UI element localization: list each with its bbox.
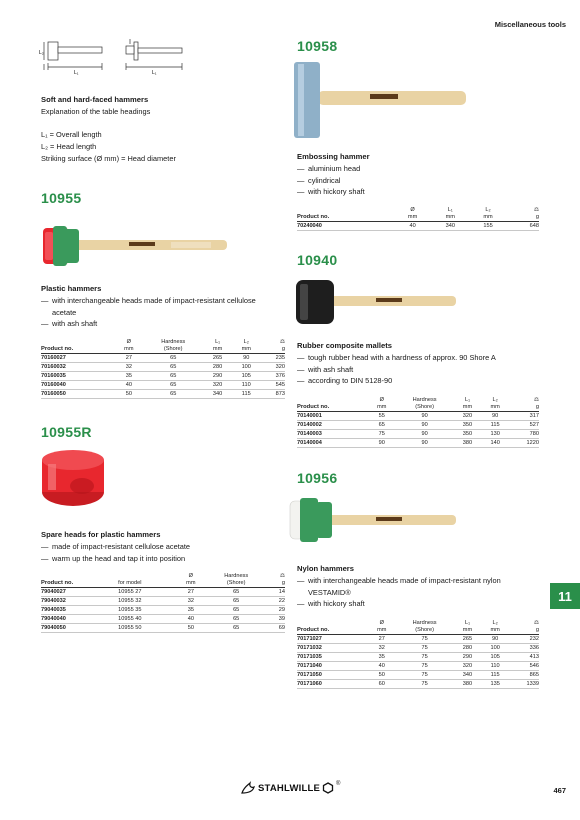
table-cell: 10955 40	[116, 615, 176, 624]
col-weight: ⚖ g	[267, 573, 285, 588]
col-hardness: Hardness (Shore)	[205, 573, 266, 588]
col-weight: ⚖ g	[261, 339, 285, 354]
scale-icon: ⚖	[533, 207, 539, 213]
table-cell: 340	[203, 390, 232, 399]
embossing-hammer-title: Embossing hammer	[297, 152, 370, 161]
table-row	[297, 680, 539, 689]
table-cell: 10955 35	[116, 606, 176, 615]
spare-heads-features	[41, 541, 281, 564]
table-cell: 115	[232, 390, 261, 399]
table-cell: 317	[509, 412, 539, 421]
feature-item: — with interchangeable heads made of impact-resistant cellulose acetate	[41, 295, 281, 318]
table-cell: 69	[267, 624, 285, 633]
product-number-cell: 70160050	[41, 390, 115, 399]
table-cell: 40	[176, 615, 205, 624]
hexagon-icon	[322, 782, 334, 794]
table-cell: 290	[203, 372, 232, 381]
table-cell: 55	[368, 412, 396, 421]
col-weight: ⚖ g	[509, 620, 539, 635]
table-row	[297, 653, 539, 662]
feature-item: — cylindrical	[297, 175, 537, 187]
dimension-diagram	[38, 38, 188, 80]
table-row	[297, 644, 539, 653]
product-number-cell: 79040032	[41, 597, 116, 606]
table-cell: 60	[368, 680, 396, 689]
table-cell: 90	[396, 412, 454, 421]
col-l1: L₁ mm	[454, 620, 482, 635]
table-cell: 10955 32	[116, 597, 176, 606]
table-cell: 110	[481, 662, 509, 671]
table-cell: 336	[509, 644, 539, 653]
table-cell: 100	[481, 644, 509, 653]
table-cell: 105	[481, 653, 509, 662]
registered-mark: ®	[336, 781, 341, 787]
table-row	[297, 635, 539, 644]
table-row	[41, 624, 285, 633]
product-number-cell: 70160032	[41, 363, 115, 372]
spare-heads-image	[38, 448, 108, 512]
embossing-hammer-table	[297, 207, 539, 231]
legend-line-3: Striking surface (Ø mm) = Head diameter	[41, 154, 176, 163]
table-cell: 75	[396, 662, 454, 671]
embossing-hammer-image	[290, 62, 470, 140]
table-cell: 280	[203, 363, 232, 372]
table-row	[297, 671, 539, 680]
product-number-cell: 70171050	[297, 671, 368, 680]
table-cell: 75	[396, 653, 454, 662]
section-title: Miscellaneous tools	[494, 20, 566, 29]
table-cell: 90	[396, 421, 454, 430]
page-number: 467	[553, 786, 566, 795]
table-cell: 35	[368, 653, 396, 662]
feature-item: — with ash shaft	[297, 364, 547, 376]
product-code-10958: 10958	[297, 38, 338, 54]
table-cell: 873	[261, 390, 285, 399]
scale-icon: ⚖	[533, 397, 539, 403]
table-row	[41, 390, 285, 399]
product-number-cell: 70160035	[41, 372, 115, 381]
table-cell: 10955 50	[116, 624, 176, 633]
table-cell: 50	[368, 671, 396, 680]
table-cell: 155	[469, 222, 507, 231]
table-cell: 90	[232, 354, 261, 363]
table-cell: 140	[481, 439, 509, 448]
table-cell: 32	[176, 597, 205, 606]
table-cell: 376	[261, 372, 285, 381]
product-number-cell: 79040050	[41, 624, 116, 633]
table-cell: 265	[454, 635, 482, 644]
plastic-hammers-features	[41, 295, 281, 330]
legend-line-2: L₂ = Head length	[41, 142, 97, 151]
table-cell: 380	[454, 439, 482, 448]
col-hardness: Hardness (Shore)	[396, 397, 454, 412]
product-number-cell: 70160027	[41, 354, 115, 363]
table-cell: 65	[368, 421, 396, 430]
col-product-no: Product no.	[41, 573, 116, 588]
swan-icon	[240, 781, 256, 795]
table-cell: 105	[232, 372, 261, 381]
table-cell: 75	[396, 644, 454, 653]
table-cell: 320	[261, 363, 285, 372]
table-cell: 265	[203, 354, 232, 363]
table-cell: 32	[115, 363, 144, 372]
table-cell: 320	[454, 412, 482, 421]
table-cell: 90	[396, 439, 454, 448]
table-cell: 40	[368, 662, 396, 671]
table-row	[297, 412, 539, 421]
table-cell: 75	[396, 671, 454, 680]
table-cell: 65	[205, 606, 266, 615]
table-cell: 320	[454, 662, 482, 671]
table-row	[297, 430, 539, 439]
col-l2: L₂ mm	[481, 620, 509, 635]
table-cell: 1220	[509, 439, 539, 448]
feature-item: — with ash shaft	[41, 318, 281, 330]
product-number-cell: 79040040	[41, 615, 116, 624]
table-cell: 340	[454, 671, 482, 680]
table-cell: 380	[454, 680, 482, 689]
table-row	[41, 588, 285, 597]
table-cell: 546	[509, 662, 539, 671]
col-diameter: Ø mm	[115, 339, 144, 354]
product-number-cell: 70171032	[297, 644, 368, 653]
col-weight: ⚖ g	[509, 397, 539, 412]
table-cell: 90	[396, 430, 454, 439]
col-l2: L₂ mm	[232, 339, 261, 354]
table-row	[297, 439, 539, 448]
scale-icon: ⚖	[279, 573, 285, 579]
feature-item: — made of impact-resistant cellulose acetate	[41, 541, 281, 553]
plastic-hammer-image	[41, 226, 231, 270]
product-code-10956: 10956	[297, 470, 338, 486]
spare-heads-table	[41, 573, 285, 633]
table-row	[297, 421, 539, 430]
product-code-10955: 10955	[41, 190, 82, 206]
plastic-hammers-table	[41, 339, 285, 399]
diagram-l1-label: L₁	[74, 70, 79, 76]
plastic-hammers-title: Plastic hammers	[41, 284, 102, 293]
table-cell: 14	[267, 588, 285, 597]
table-cell: 27	[176, 588, 205, 597]
product-number-cell: 70171040	[297, 662, 368, 671]
product-code-10955r: 10955R	[41, 424, 92, 440]
table-cell: 340	[431, 222, 469, 231]
product-code-10940: 10940	[297, 252, 338, 268]
table-cell: 35	[176, 606, 205, 615]
table-cell: 65	[143, 390, 203, 399]
table-cell: 320	[203, 381, 232, 390]
table-cell: 232	[509, 635, 539, 644]
table-cell: 27	[115, 354, 144, 363]
rubber-mallets-table	[297, 397, 539, 448]
table-cell: 350	[454, 430, 482, 439]
table-cell: 39	[267, 615, 285, 624]
table-cell: 27	[368, 635, 396, 644]
table-cell: 65	[143, 354, 203, 363]
diagram-l1-label-2: L₁	[152, 70, 157, 76]
product-number-cell: 70140001	[297, 412, 368, 421]
table-cell: 130	[481, 430, 509, 439]
table-row	[41, 597, 285, 606]
table-cell: 65	[143, 381, 203, 390]
chapter-tab[interactable]: 11	[550, 583, 580, 609]
col-product-no: Product no.	[297, 620, 368, 635]
feature-item: — with hickory shaft	[297, 186, 537, 198]
table-cell: 50	[115, 390, 144, 399]
col-diameter: Ø mm	[368, 620, 396, 635]
diagram-l2-label: L₂	[39, 50, 44, 56]
col-l1: L₁ mm	[454, 397, 482, 412]
product-number-cell: 79040035	[41, 606, 116, 615]
legend-line-1: L₁ = Overall length	[41, 130, 102, 139]
nylon-hammer-image	[288, 498, 460, 542]
table-row	[41, 354, 285, 363]
rubber-mallet-image	[294, 278, 460, 326]
table-cell: 135	[481, 680, 509, 689]
product-number-cell: 79040027	[41, 588, 116, 597]
table-cell: 780	[509, 430, 539, 439]
table-cell: 115	[481, 671, 509, 680]
col-diameter: Ø mm	[176, 573, 205, 588]
col-product-no: Product no.	[297, 207, 394, 222]
nylon-hammers-features	[297, 575, 537, 610]
table-row	[41, 372, 285, 381]
brand-name: STAHLWILLE	[258, 782, 320, 794]
table-row	[297, 222, 539, 231]
table-cell: 32	[368, 644, 396, 653]
col-l2: L₂ mm	[469, 207, 507, 222]
table-cell: 280	[454, 644, 482, 653]
feature-item: — tough rubber head with a hardness of approx. 90 Shore A	[297, 352, 547, 364]
product-number-cell: 70140003	[297, 430, 368, 439]
table-cell: 648	[507, 222, 539, 231]
table-cell: 75	[396, 635, 454, 644]
table-cell: 545	[261, 381, 285, 390]
table-cell: 90	[368, 439, 396, 448]
table-cell: 65	[143, 372, 203, 381]
table-cell: 40	[115, 381, 144, 390]
table-cell: 75	[368, 430, 396, 439]
table-cell: 35	[115, 372, 144, 381]
embossing-hammer-features	[297, 163, 537, 198]
table-cell: 110	[232, 381, 261, 390]
feature-item: — warm up the head and tap it into position	[41, 553, 281, 565]
table-row	[41, 606, 285, 615]
table-cell: 527	[509, 421, 539, 430]
scale-icon: ⚖	[533, 620, 539, 626]
table-cell: 65	[205, 624, 266, 633]
table-cell: 100	[232, 363, 261, 372]
legend-title: Soft and hard-faced hammers	[41, 95, 149, 104]
table-cell: 50	[176, 624, 205, 633]
product-number-cell: 70140004	[297, 439, 368, 448]
brand-logo	[240, 781, 340, 795]
table-cell: 235	[261, 354, 285, 363]
feature-item: — according to DIN 5128-90	[297, 375, 547, 387]
product-number-cell: 70160040	[41, 381, 115, 390]
table-cell: 90	[481, 412, 509, 421]
table-cell: 10955 27	[116, 588, 176, 597]
col-diameter: Ø mm	[394, 207, 432, 222]
col-product-no: Product no.	[41, 339, 115, 354]
col-l1: L₁ mm	[203, 339, 232, 354]
table-cell: 90	[481, 635, 509, 644]
col-l2: L₂ mm	[481, 397, 509, 412]
table-cell: 65	[143, 363, 203, 372]
rubber-mallets-title: Rubber composite mallets	[297, 341, 392, 350]
table-cell: 65	[205, 597, 266, 606]
product-number-cell: 70171035	[297, 653, 368, 662]
table-cell: 350	[454, 421, 482, 430]
table-cell: 65	[205, 615, 266, 624]
col-l1: L₁ mm	[431, 207, 469, 222]
nylon-hammers-title: Nylon hammers	[297, 564, 354, 573]
product-number-cell: 70140002	[297, 421, 368, 430]
col-weight: ⚖ g	[507, 207, 539, 222]
table-row	[41, 363, 285, 372]
table-cell: 22	[267, 597, 285, 606]
scale-icon: ⚖	[279, 339, 285, 345]
product-number-cell: 70171060	[297, 680, 368, 689]
table-cell: 40	[394, 222, 432, 231]
table-cell: 75	[396, 680, 454, 689]
table-cell: 65	[205, 588, 266, 597]
table-row	[41, 615, 285, 624]
col-hardness: Hardness (Shore)	[143, 339, 203, 354]
col-model: for model	[116, 573, 176, 588]
table-cell: 865	[509, 671, 539, 680]
table-cell: 413	[509, 653, 539, 662]
table-cell: 290	[454, 653, 482, 662]
col-product-no: Product no.	[297, 397, 368, 412]
col-diameter: Ø mm	[368, 397, 396, 412]
table-row	[41, 381, 285, 390]
col-hardness: Hardness (Shore)	[396, 620, 454, 635]
table-cell: 115	[481, 421, 509, 430]
table-cell: 29	[267, 606, 285, 615]
spare-heads-title: Spare heads for plastic hammers	[41, 530, 161, 539]
feature-item: — aluminium head	[297, 163, 537, 175]
feature-item: — with hickory shaft	[297, 598, 537, 610]
table-cell: 1339	[509, 680, 539, 689]
legend-subtitle: Explanation of the table headings	[41, 107, 151, 116]
feature-item: — with interchangeable heads made of impact-resistant nylon VESTAMID®	[297, 575, 537, 598]
product-number-cell: 70171027	[297, 635, 368, 644]
product-number-cell: 70240040	[297, 222, 394, 231]
nylon-hammers-table	[297, 620, 539, 689]
table-row	[297, 662, 539, 671]
rubber-mallets-features	[297, 352, 547, 387]
